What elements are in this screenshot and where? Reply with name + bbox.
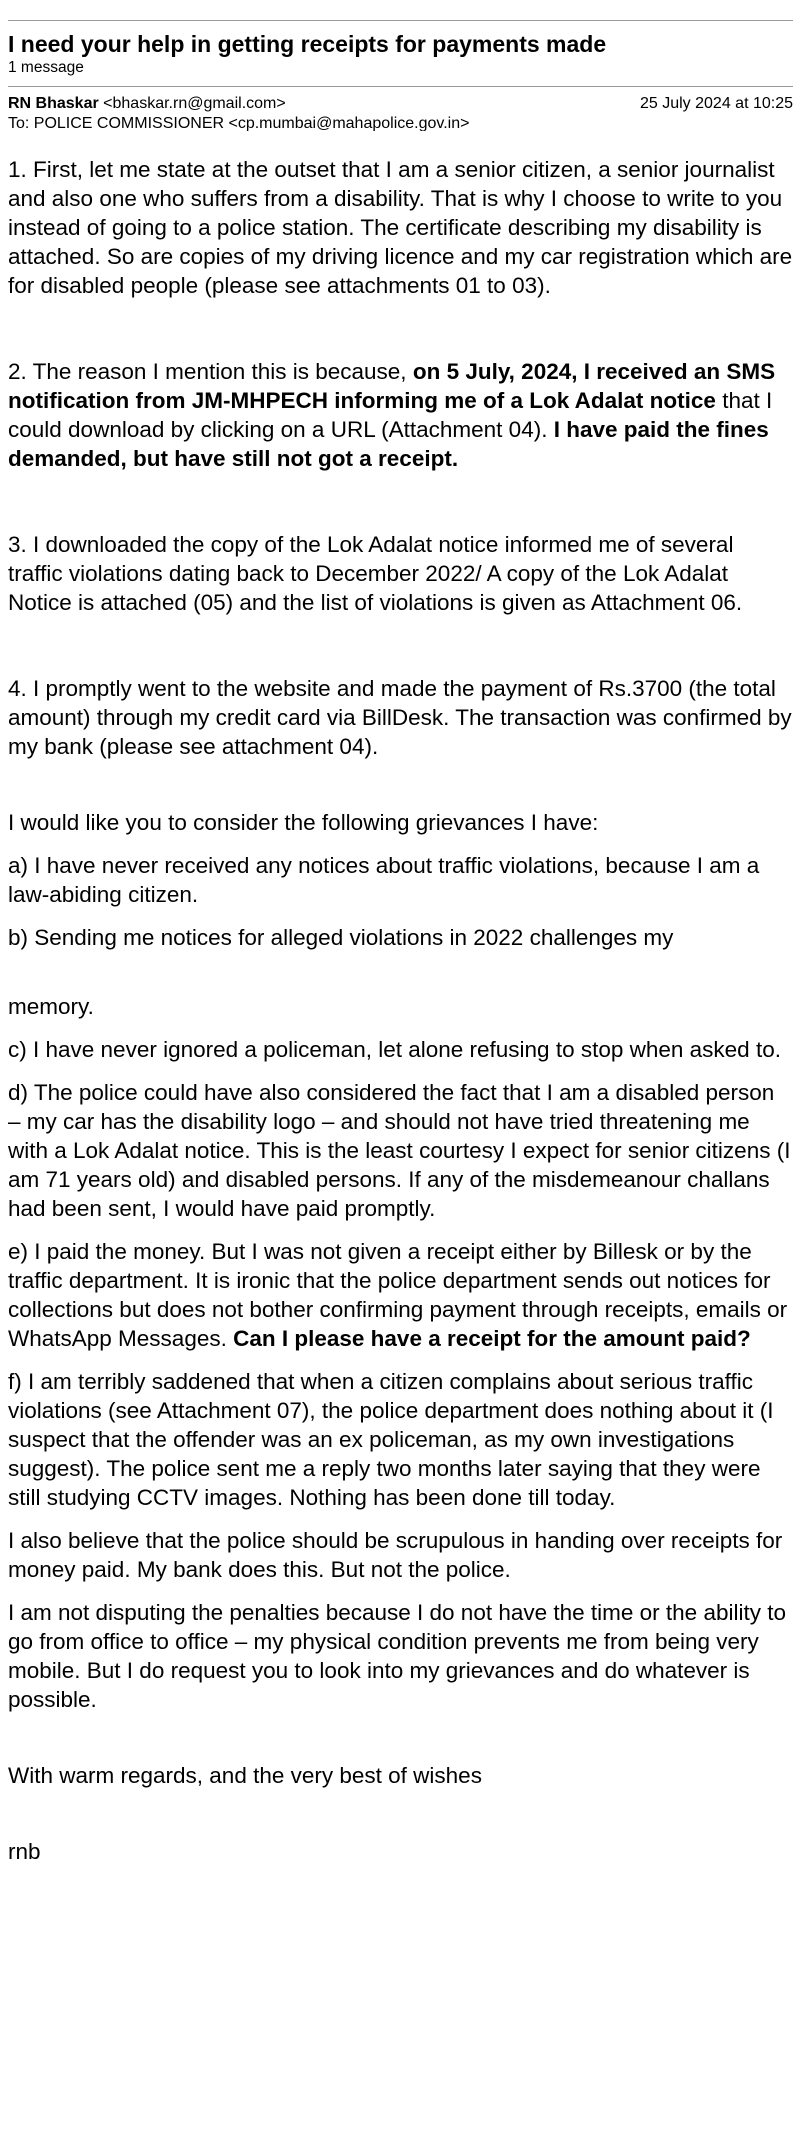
- paragraph-4: 4. I promptly went to the website and made the payment of Rs.3700 (the total amount) through my credit card via BillDesk. The transaction was confirmed by my bank (please see attachment 04).: [8, 676, 792, 759]
- message-count: 1 message: [8, 59, 84, 76]
- paragraph-1: 1. First, let me state at the outset that I am a senior citizen, a senior journalist and also one who suffers from a disability. That is why I choose to write to you instead of going to a police station. The certificate describing my disability is attached. So are copies of my driving licence and my car registration which are for disabled people (please see attachments 01 to 03).: [8, 157, 793, 298]
- paragraph-2: 2. The reason I mention this is because, on 5 July, 2024, I received an SMS notification from JM-MHPECH informing me of a Lok Adalat notice that I could download by clicking on a URL (Attachment 04). I have paid the fines demanded, but have still not got a receipt.: [8, 359, 776, 471]
- grievance-e: e) I paid the money. But I was not given a receipt either by Billesk or by the traffic department. It is ironic that the police department sends out notices for collections but does not bother confirming payment through receipts, emails or WhatsApp Messages. Can I please have a receipt for the amount paid?: [8, 1239, 788, 1351]
- grievance-f: f) I am terribly saddened that when a citizen complains about serious traffic violations (see Attachment 07), the police department does nothing about it (I suspect that the offender was an ex policeman, as my own investigations suggest). The police sent me a reply two months later saying that they were still studying CCTV images. Nothing has been done till today.: [8, 1369, 774, 1510]
- grievance-a: a) I have never received any notices about traffic violations, because I am a law-abiding citizen.: [8, 853, 760, 907]
- sender-email[interactable]: <bhaskar.rn@gmail.com>: [103, 95, 286, 112]
- paragraph-receipts: I also believe that the police should be scrupulous in handing over receipts for money paid. My bank does this. But not the police.: [8, 1528, 783, 1582]
- paragraph-request: I am not disputing the penalties because I do not have the time or the ability to go from office to office – my physical condition prevents me from being very mobile. But I do request you to look into my grievances and do whatever is possible.: [8, 1600, 786, 1712]
- grievance-c: c) I have never ignored a policeman, let alone refusing to stop when asked to.: [8, 1037, 781, 1062]
- header-divider: [8, 86, 793, 87]
- email-body: [8, 155, 793, 1866]
- closing-regards: With warm regards, and the very best of wishes: [8, 1763, 482, 1788]
- email-subject: I need your help in getting receipts for payments made: [8, 31, 607, 57]
- recipient-line: To: POLICE COMMISSIONER <cp.mumbai@mahapolice.gov.in>: [8, 115, 470, 131]
- grievance-b: b) Sending me notices for alleged violations in 2022 challenges my: [8, 925, 674, 950]
- signature: rnb: [8, 1839, 41, 1864]
- sender-name: RN Bhaskar: [8, 95, 99, 112]
- grievances-intro: I would like you to consider the following grievances I have:: [8, 810, 599, 835]
- email-page: [8, 0, 793, 1866]
- paragraph-3: 3. I downloaded the copy of the Lok Adalat notice informed me of several traffic violations dating back to December 2022/ A copy of the Lok Adalat Notice is attached (05) and the list of violations is given as Attachment 06.: [8, 532, 743, 615]
- sent-date: 25 July 2024 at 10:25: [639, 95, 793, 112]
- grievance-b-continued: memory.: [8, 994, 94, 1019]
- top-divider: [8, 20, 793, 21]
- grievance-d: d) The police could have also considered the fact that I am a disabled person – my car has the disability logo – and should not have tried threatening me with a Lok Adalat notice. This is the least courtesy I expect for senior citizens (I am 71 years old) and disabled persons. If any of the misdemeanour challans had been sent, I would have paid promptly.: [8, 1080, 791, 1221]
- email-header: [8, 94, 793, 131]
